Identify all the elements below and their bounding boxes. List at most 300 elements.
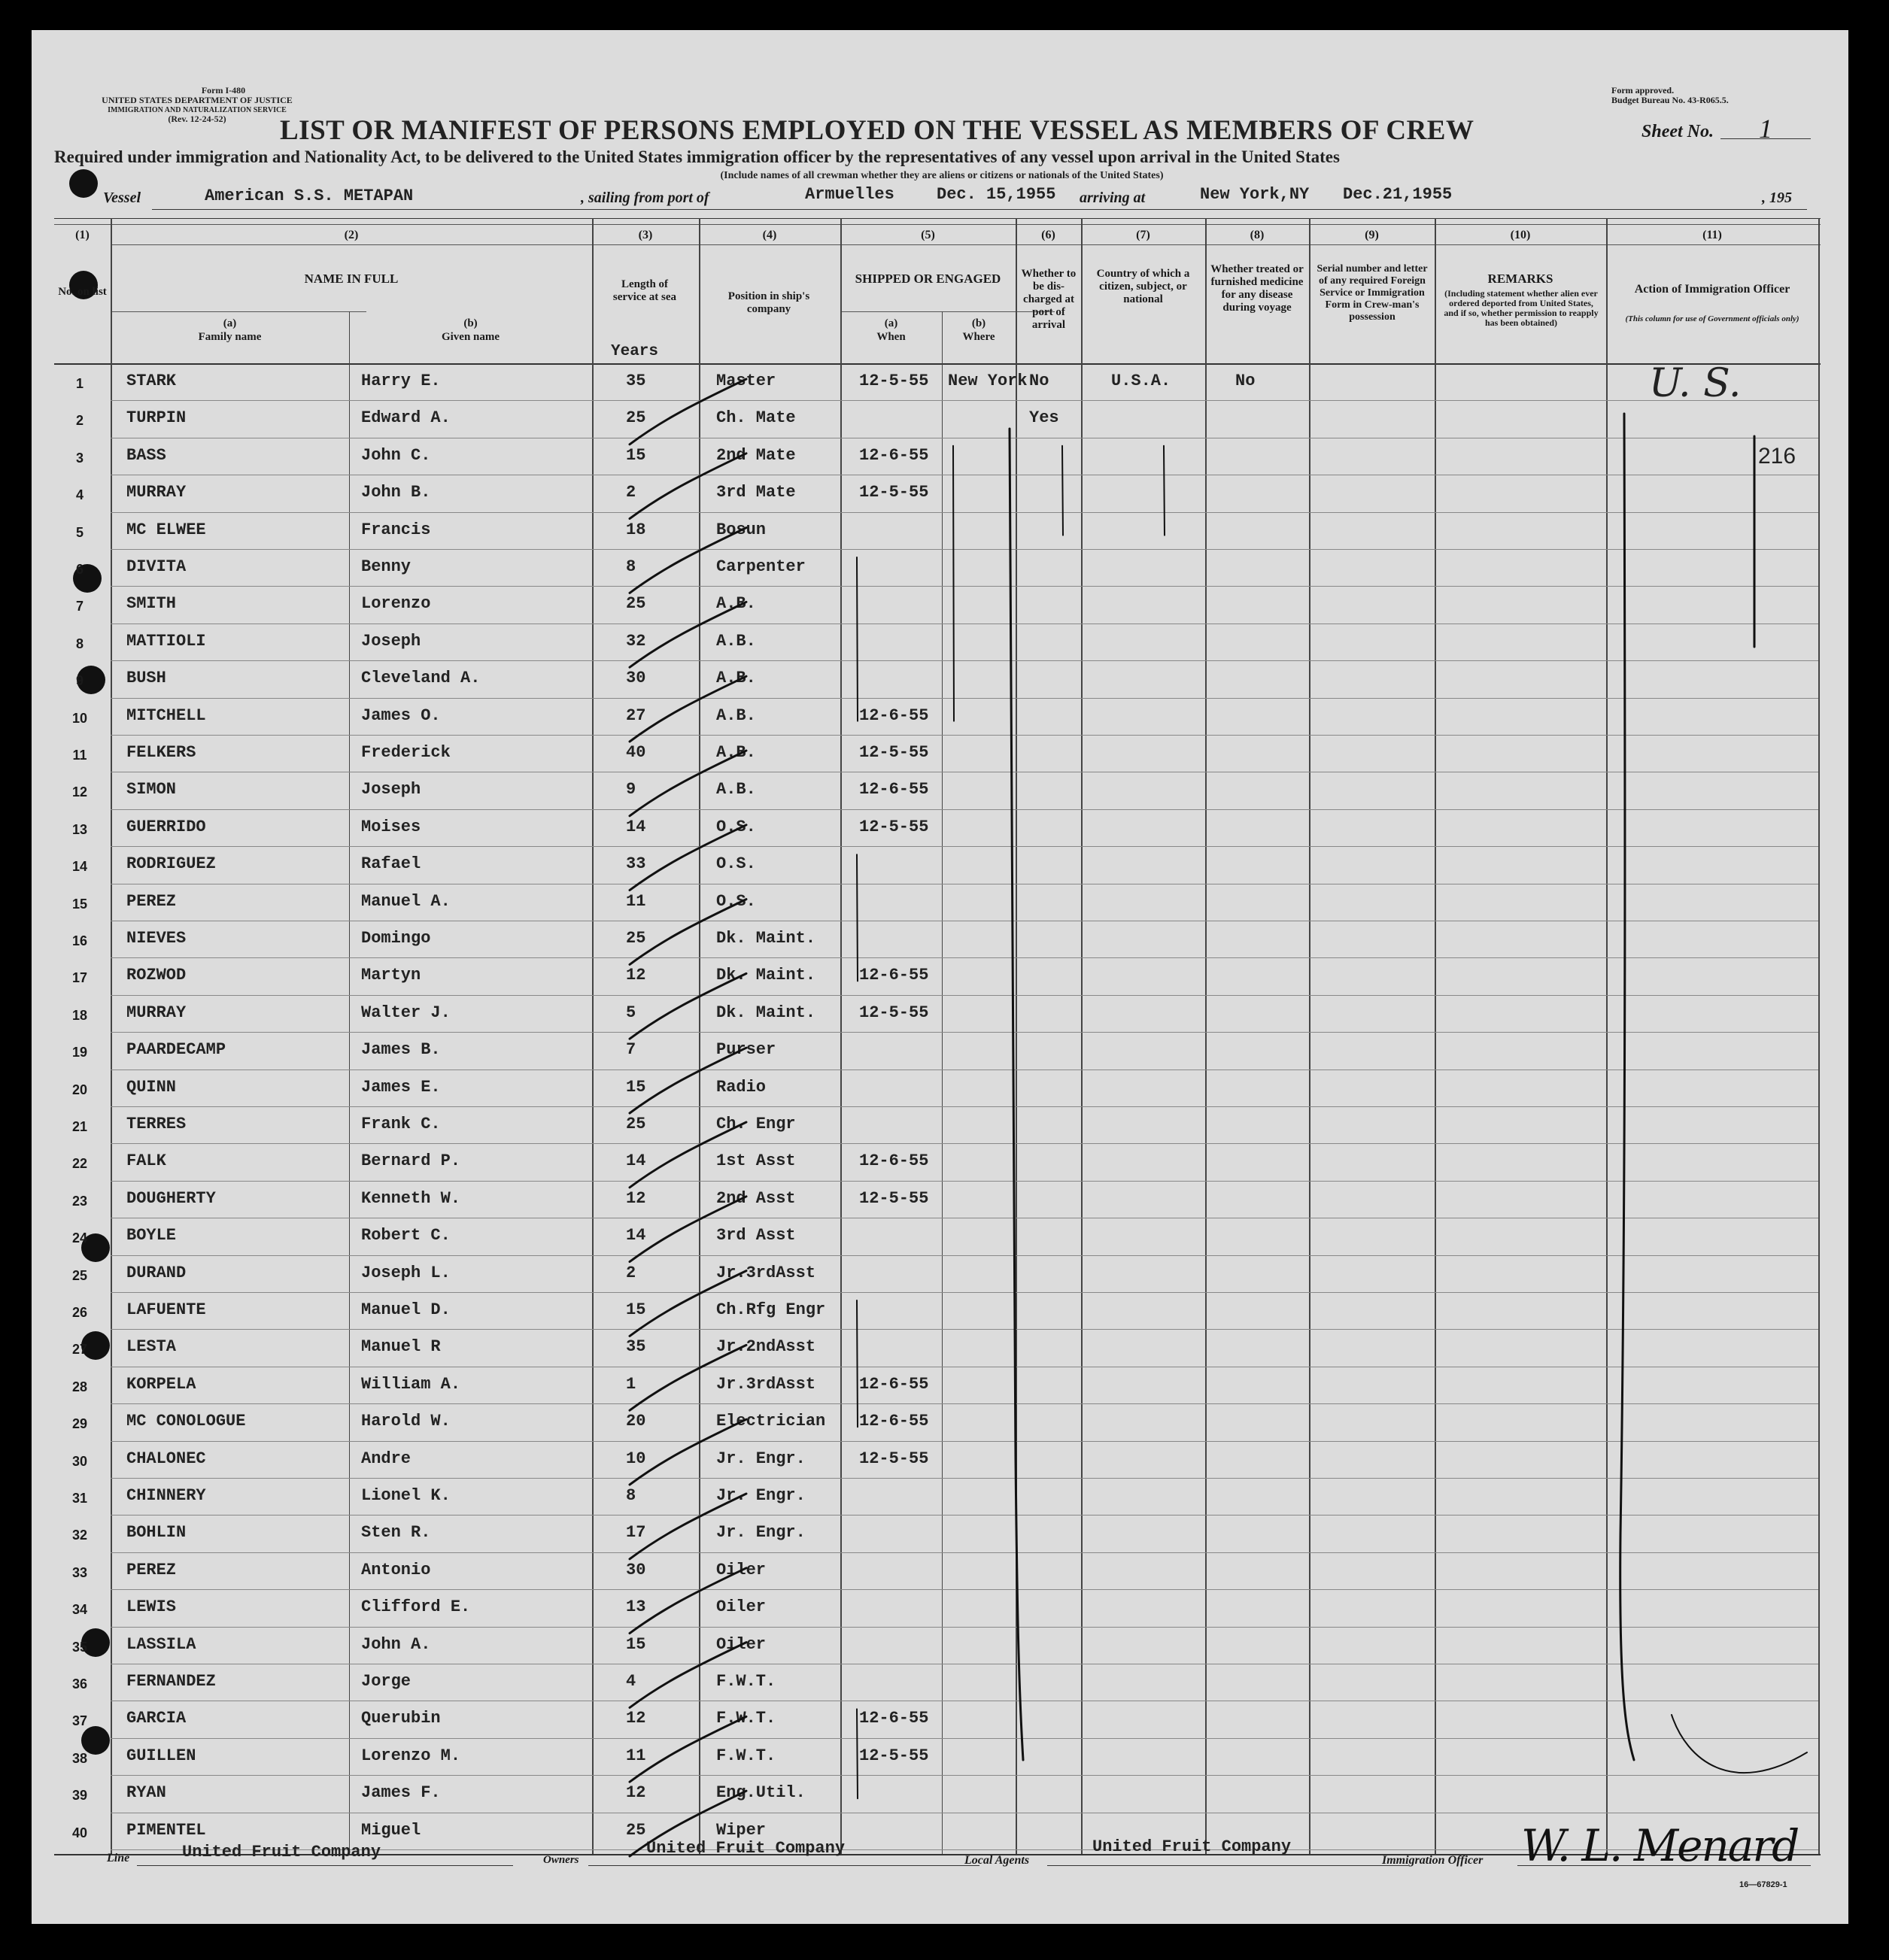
family-name: FELKERS	[126, 743, 196, 762]
shipped-when: 12-5-55	[859, 1003, 929, 1022]
years-at-sea: 12	[626, 1783, 646, 1803]
col8-header: Whether treated or furnished medicine for any disease during voyage	[1210, 263, 1304, 314]
shipped-when: 12-6-55	[859, 780, 929, 799]
position: 3rd Asst	[716, 1226, 796, 1245]
position: Jr. Engr.	[716, 1486, 806, 1505]
years-at-sea: 10	[626, 1449, 646, 1468]
vessel-label: Vessel	[103, 190, 141, 206]
years-at-sea: 7	[626, 1040, 636, 1060]
family-name: DIVITA	[126, 557, 187, 576]
given-name: Moises	[361, 817, 421, 836]
given-name: Sten R.	[361, 1523, 431, 1543]
table-row	[54, 1033, 1821, 1070]
years-at-sea: 4	[626, 1672, 636, 1691]
position: O.S.	[716, 891, 756, 911]
given-name: Joseph	[361, 780, 421, 799]
given-name: Domingo	[361, 929, 431, 948]
given-name: Benny	[361, 557, 412, 576]
given-name: Francis	[361, 520, 431, 539]
arrival-port: New York,NY	[1200, 185, 1310, 204]
given-name: William A.	[361, 1374, 461, 1394]
table-row	[54, 1553, 1821, 1590]
col3-number: (3)	[638, 229, 653, 241]
position: Ch. Engr	[716, 1115, 796, 1133]
years-at-sea: 25	[626, 408, 646, 428]
col2a-letter: (a)	[223, 317, 237, 329]
shipped-when: 12-6-55	[859, 1374, 929, 1394]
shipped-when: 12-5-55	[859, 483, 929, 502]
table-row	[54, 810, 1821, 847]
family-name: FERNANDEZ	[126, 1672, 216, 1691]
given-name: Edward A.	[361, 408, 451, 428]
row-number: 39	[71, 1788, 88, 1804]
family-name: QUINN	[126, 1077, 177, 1097]
shipped-when: 12-5-55	[859, 1746, 929, 1765]
arriving-label: arriving at	[1080, 190, 1146, 206]
years-at-sea: 25	[626, 594, 646, 614]
table-row	[54, 736, 1821, 772]
row-number: 26	[71, 1305, 88, 1320]
position: F.W.T.	[716, 1709, 776, 1728]
position: Ch. Mate	[716, 408, 796, 428]
row-number: 23	[71, 1193, 88, 1209]
family-name: MATTIOLI	[126, 631, 206, 651]
given-name: Rafael	[361, 854, 421, 874]
row-number: 18	[71, 1007, 88, 1023]
years-at-sea: 35	[626, 372, 646, 390]
family-name: LEWIS	[126, 1597, 177, 1617]
row-number: 19	[71, 1045, 88, 1060]
table-row	[54, 1070, 1821, 1107]
position: A.B.	[716, 780, 756, 799]
years-at-sea: 25	[626, 929, 646, 948]
col2-header: NAME IN FULL	[304, 272, 399, 286]
shipped-when: 12-5-55	[859, 817, 929, 836]
row-number: 31	[71, 1491, 88, 1506]
given-name: Lorenzo M.	[361, 1746, 461, 1765]
family-name: TERRES	[126, 1115, 187, 1133]
position: A.B.	[716, 743, 756, 762]
col5b-letter: (b)	[971, 317, 986, 329]
years-at-sea: 12	[626, 1188, 646, 1208]
family-name: DOUGHERTY	[126, 1188, 216, 1208]
col3-header: Length of service at sea	[612, 278, 677, 303]
row-number: 28	[71, 1379, 88, 1394]
discharge: Yes	[1029, 408, 1059, 428]
discharge: No	[1029, 372, 1049, 390]
family-name: CHINNERY	[126, 1486, 206, 1505]
shipped-when: 12-5-55	[859, 743, 929, 762]
position: Jr. Engr.	[716, 1449, 806, 1468]
family-name: BUSH	[126, 669, 166, 688]
given-name: Manuel D.	[361, 1300, 451, 1319]
row-number: 22	[71, 1156, 88, 1172]
years-at-sea: 15	[626, 445, 646, 465]
given-name: Clifford E.	[361, 1597, 471, 1617]
vessel-name: American S.S. METAPAN	[205, 187, 414, 205]
country: U.S.A.	[1111, 372, 1171, 390]
years-at-sea: 30	[626, 669, 646, 688]
shipped-when: 12-6-55	[859, 445, 929, 465]
position: 2nd Mate	[716, 445, 796, 465]
position: Oiler	[716, 1560, 767, 1579]
years-at-sea: 15	[626, 1634, 646, 1654]
row-number: 4	[75, 487, 84, 503]
row-number: 35	[71, 1639, 88, 1655]
given-name: Robert C.	[361, 1226, 451, 1245]
table-row	[54, 958, 1821, 995]
given-name: Miguel	[361, 1820, 421, 1840]
position: Ch.Rfg Engr	[716, 1300, 826, 1319]
family-name: ROZWOD	[126, 966, 187, 985]
family-name: PEREZ	[126, 1560, 177, 1579]
shipped-where: New York	[948, 372, 1028, 390]
family-name: LAFUENTE	[126, 1300, 206, 1319]
sheet-number: 1	[1720, 113, 1811, 139]
years-at-sea: 8	[626, 557, 636, 576]
years-at-sea: 2	[626, 483, 636, 502]
row-number: 36	[71, 1676, 88, 1691]
row-number: 24	[71, 1230, 88, 1246]
position: 1st Asst	[716, 1151, 796, 1171]
table-row	[54, 1590, 1821, 1627]
position: Jr. Engr.	[716, 1523, 806, 1543]
family-name: MURRAY	[126, 1003, 187, 1022]
family-name: TURPIN	[126, 408, 187, 428]
family-name: SMITH	[126, 594, 177, 614]
form-approved: Form approved.	[1611, 85, 1675, 96]
family-name: MURRAY	[126, 483, 187, 502]
col7-header: Country of which a citizen, subject, or national	[1096, 268, 1190, 305]
years-at-sea: 8	[626, 1486, 636, 1505]
table-row	[54, 661, 1821, 698]
col6-number: (6)	[1041, 229, 1055, 241]
manifest-sheet	[32, 30, 1848, 1924]
years-at-sea: 11	[626, 1746, 646, 1765]
agents-underline	[1047, 1865, 1408, 1866]
position: Jr.2ndAsst	[716, 1337, 816, 1357]
row-number: 10	[71, 710, 88, 726]
row-number: 2	[75, 413, 84, 429]
position: 3rd Mate	[716, 483, 796, 502]
family-name-header: Family name	[198, 331, 262, 343]
table-row	[54, 1182, 1821, 1218]
agents-value: United Fruit Company	[1092, 1837, 1292, 1856]
given-name: Jorge	[361, 1672, 412, 1691]
col5a-letter: (a)	[884, 317, 898, 329]
position: A.B.	[716, 631, 756, 651]
shipped-when: 12-6-55	[859, 705, 929, 725]
family-name: BOYLE	[126, 1226, 177, 1245]
given-name: Frank C.	[361, 1115, 441, 1133]
position: Eng.Util.	[716, 1783, 806, 1803]
years-at-sea: 40	[626, 743, 646, 762]
table-row	[54, 847, 1821, 884]
family-name: RODRIGUEZ	[126, 854, 216, 874]
page-title: LIST OR MANIFEST OF PERSONS EMPLOYED ON THE VESSEL AS MEMBERS OF CREW	[280, 115, 1474, 146]
family-name: BOHLIN	[126, 1523, 187, 1543]
col10-number: (10)	[1510, 229, 1531, 241]
where-header: Where	[962, 331, 995, 343]
table-row	[54, 1701, 1821, 1738]
given-name: Bernard P.	[361, 1151, 461, 1171]
table-row	[54, 364, 1821, 401]
years-at-sea: 18	[626, 520, 646, 539]
family-name: GARCIA	[126, 1709, 187, 1728]
family-name: LESTA	[126, 1337, 177, 1357]
col4-number: (4)	[762, 229, 777, 241]
table-row	[54, 587, 1821, 623]
subtitle: Required under immigration and Nationality Act, to be delivered to the United States immigration officer by the representatives of any vessel upon arrival in the United States	[54, 147, 1340, 166]
family-name: KORPELA	[126, 1374, 196, 1394]
table-row	[54, 996, 1821, 1033]
given-name: Manuel A.	[361, 891, 451, 911]
col11-header: Action of Immigration Officer	[1634, 283, 1790, 296]
family-name: RYAN	[126, 1783, 166, 1803]
officer-count: 216	[1758, 444, 1796, 469]
col4-header: Position in ship's company	[727, 290, 810, 315]
shipped-when: 12-5-55	[859, 1449, 929, 1468]
row-number: 8	[75, 636, 84, 651]
family-name: SIMON	[126, 780, 177, 799]
table-row	[54, 1330, 1821, 1367]
position: F.W.T.	[716, 1746, 776, 1765]
officer-signature: W. L. Menard	[1521, 1820, 1799, 1871]
sheet-label: Sheet No.	[1641, 122, 1714, 141]
table-row	[54, 1628, 1821, 1664]
table-row	[54, 624, 1821, 661]
row-number: 7	[75, 599, 84, 614]
row-number: 1	[75, 376, 84, 391]
position: Bosun	[716, 520, 767, 539]
col10-note: (Including statement whether alien ever ordered deported from United States, and if so, whether permission to reapply has been obtained)	[1444, 288, 1599, 328]
years-at-sea: 35	[626, 1337, 646, 1357]
sailing-label: , sailing from port of	[581, 190, 709, 206]
position: Master	[716, 372, 776, 390]
row-number: 33	[71, 1564, 88, 1580]
arrival-date: Dec.21,1955	[1343, 185, 1453, 204]
row-number: 3	[75, 450, 84, 466]
family-name: FALK	[126, 1151, 166, 1171]
table-row	[54, 1739, 1821, 1776]
officer-us-mark: U. S.	[1649, 361, 1742, 406]
family-name: NIEVES	[126, 929, 187, 948]
row-number: 30	[71, 1453, 88, 1469]
line-label: Line	[107, 1852, 130, 1864]
years-at-sea: 17	[626, 1523, 646, 1543]
given-name: James E.	[361, 1077, 441, 1097]
family-name: STARK	[126, 372, 177, 390]
voyage-underline	[152, 209, 1807, 210]
given-name: Joseph L.	[361, 1263, 451, 1282]
row-number: 12	[71, 784, 88, 800]
crew-table	[54, 218, 1821, 1854]
given-name: Joseph	[361, 631, 421, 651]
when-header: When	[876, 331, 906, 343]
position: Wiper	[716, 1820, 767, 1840]
table-row	[54, 438, 1821, 475]
given-name-header: Given name	[441, 331, 500, 343]
years-at-sea: 32	[626, 631, 646, 651]
revision: (Rev. 12-24-52)	[168, 114, 226, 124]
years-at-sea: 5	[626, 1003, 636, 1022]
col5-header: SHIPPED OR ENGAGED	[855, 272, 1001, 286]
family-name: GUILLEN	[126, 1746, 196, 1765]
col10-header: REMARKS	[1487, 272, 1553, 286]
position: Oiler	[716, 1597, 767, 1617]
col1-number: (1)	[75, 229, 90, 241]
given-name: Querubin	[361, 1709, 441, 1728]
given-name: John C.	[361, 445, 431, 465]
given-name: John A.	[361, 1634, 431, 1654]
years-at-sea: 12	[626, 1709, 646, 1728]
years-at-sea: 13	[626, 1597, 646, 1617]
position: A.B.	[716, 705, 756, 725]
given-name: Harry E.	[361, 372, 441, 390]
given-name: Martyn	[361, 966, 421, 985]
col1-header: No. on list	[58, 286, 107, 298]
given-name: Kenneth W.	[361, 1188, 461, 1208]
given-name: Andre	[361, 1449, 412, 1468]
years-at-sea: 14	[626, 817, 646, 836]
table-row	[54, 1367, 1821, 1404]
family-name: MITCHELL	[126, 705, 206, 725]
given-name: Frederick	[361, 743, 451, 762]
print-code: 16—67829-1	[1739, 1880, 1787, 1889]
years-at-sea: 14	[626, 1226, 646, 1245]
years-at-sea: 2	[626, 1263, 636, 1282]
given-name: James B.	[361, 1040, 441, 1060]
table-row	[54, 921, 1821, 958]
table-row	[54, 1664, 1821, 1701]
subtitle-note: (Include names of all crewman whether they are aliens or citizens or nationals of the United States)	[720, 170, 1164, 181]
shipped-when: 12-6-55	[859, 966, 929, 985]
table-row	[54, 699, 1821, 736]
row-number: 15	[71, 896, 88, 912]
row-number: 25	[71, 1267, 88, 1283]
years-at-sea: 11	[626, 891, 646, 911]
col2-number: (2)	[344, 229, 359, 241]
position: Dk. Maint.	[716, 966, 816, 985]
shipped-when: 12-6-55	[859, 1709, 929, 1728]
row-number: 16	[71, 933, 88, 948]
form-number: Form I-480	[201, 85, 246, 96]
given-name: Lorenzo	[361, 594, 431, 614]
col11-number: (11)	[1702, 229, 1722, 241]
years-at-sea: 15	[626, 1300, 646, 1319]
table-row	[54, 1516, 1821, 1552]
given-name: Cleveland A.	[361, 669, 481, 688]
owners-label: Owners	[543, 1854, 579, 1866]
row-number: 32	[71, 1528, 88, 1543]
table-row	[54, 1107, 1821, 1144]
family-name: LASSILA	[126, 1634, 196, 1654]
row-number: 37	[71, 1713, 88, 1729]
family-name: MC CONOLOGUE	[126, 1412, 246, 1431]
position: Jr.3rdAsst	[716, 1263, 816, 1282]
owners-value: United Fruit Company	[646, 1839, 846, 1858]
given-name: Lionel K.	[361, 1486, 451, 1505]
year-suffix: , 195	[1762, 190, 1792, 206]
department: UNITED STATES DEPARTMENT OF JUSTICE	[102, 95, 293, 105]
position: Carpenter	[716, 557, 806, 576]
shipped-when: 12-5-55	[859, 372, 929, 390]
sailing-date: Dec. 15,1955	[937, 185, 1056, 204]
position: Jr.3rdAsst	[716, 1374, 816, 1394]
row-number: 38	[71, 1750, 88, 1766]
position: Radio	[716, 1077, 767, 1097]
years-at-sea: 14	[626, 1151, 646, 1171]
family-name: GUERRIDO	[126, 817, 206, 836]
row-number: 40	[71, 1825, 88, 1840]
col9-number: (9)	[1365, 229, 1379, 241]
years-at-sea: 25	[626, 1820, 646, 1840]
family-name: PEREZ	[126, 891, 177, 911]
position: A.B.	[716, 594, 756, 614]
col9-header: Serial number and letter of any required Foreign Service or Immigration Form in Crew-man's possession	[1317, 263, 1428, 323]
row-number: 5	[75, 524, 84, 540]
row-number: 17	[71, 970, 88, 986]
family-name: PAARDECAMP	[126, 1040, 226, 1060]
col5-number: (5)	[921, 229, 935, 241]
position: Purser	[716, 1040, 776, 1060]
table-row	[54, 513, 1821, 550]
shipped-when: 12-5-55	[859, 1188, 929, 1208]
table-row	[54, 1218, 1821, 1255]
family-name: MC ELWEE	[126, 520, 206, 539]
row-number: 29	[71, 1416, 88, 1432]
years-at-sea: 20	[626, 1412, 646, 1431]
position: Dk. Maint.	[716, 1003, 816, 1022]
shipped-when: 12-6-55	[859, 1151, 929, 1171]
given-name: John B.	[361, 483, 431, 502]
given-name: Harold W.	[361, 1412, 451, 1431]
position: F.W.T.	[716, 1672, 776, 1691]
crew-rows	[54, 364, 1821, 1853]
sailing-port: Armuelles	[805, 185, 894, 204]
col7-number: (7)	[1136, 229, 1150, 241]
line-underline	[137, 1865, 513, 1866]
col8-number: (8)	[1250, 229, 1265, 241]
years-at-sea: 12	[626, 966, 646, 985]
years-at-sea: 30	[626, 1560, 646, 1579]
position: Electrician	[716, 1412, 826, 1431]
row-number: 20	[71, 1082, 88, 1097]
table-row	[54, 1776, 1821, 1813]
row-number: 11	[72, 748, 87, 763]
family-name: PIMENTEL	[126, 1820, 206, 1840]
row-number: 27	[71, 1342, 88, 1358]
family-name: CHALONEC	[126, 1449, 206, 1468]
family-name: DURAND	[126, 1263, 187, 1282]
table-row	[54, 1404, 1821, 1441]
row-number: 21	[71, 1119, 88, 1134]
position: O.S.	[716, 817, 756, 836]
years-at-sea: 1	[626, 1374, 636, 1394]
table-row	[54, 401, 1821, 438]
row-number: 6	[75, 562, 84, 577]
table-row	[54, 772, 1821, 809]
budget-bureau: Budget Bureau No. 43-R065.5.	[1611, 95, 1729, 105]
table-row	[54, 1256, 1821, 1293]
years-at-sea: 33	[626, 854, 646, 874]
col2b-letter: (b)	[463, 317, 478, 329]
table-row	[54, 1479, 1821, 1516]
service: IMMIGRATION AND NATURALIZATION SERVICE	[108, 106, 287, 114]
medicine: No	[1235, 372, 1256, 390]
shipped-when: 12-6-55	[859, 1412, 929, 1431]
table-row	[54, 1144, 1821, 1181]
